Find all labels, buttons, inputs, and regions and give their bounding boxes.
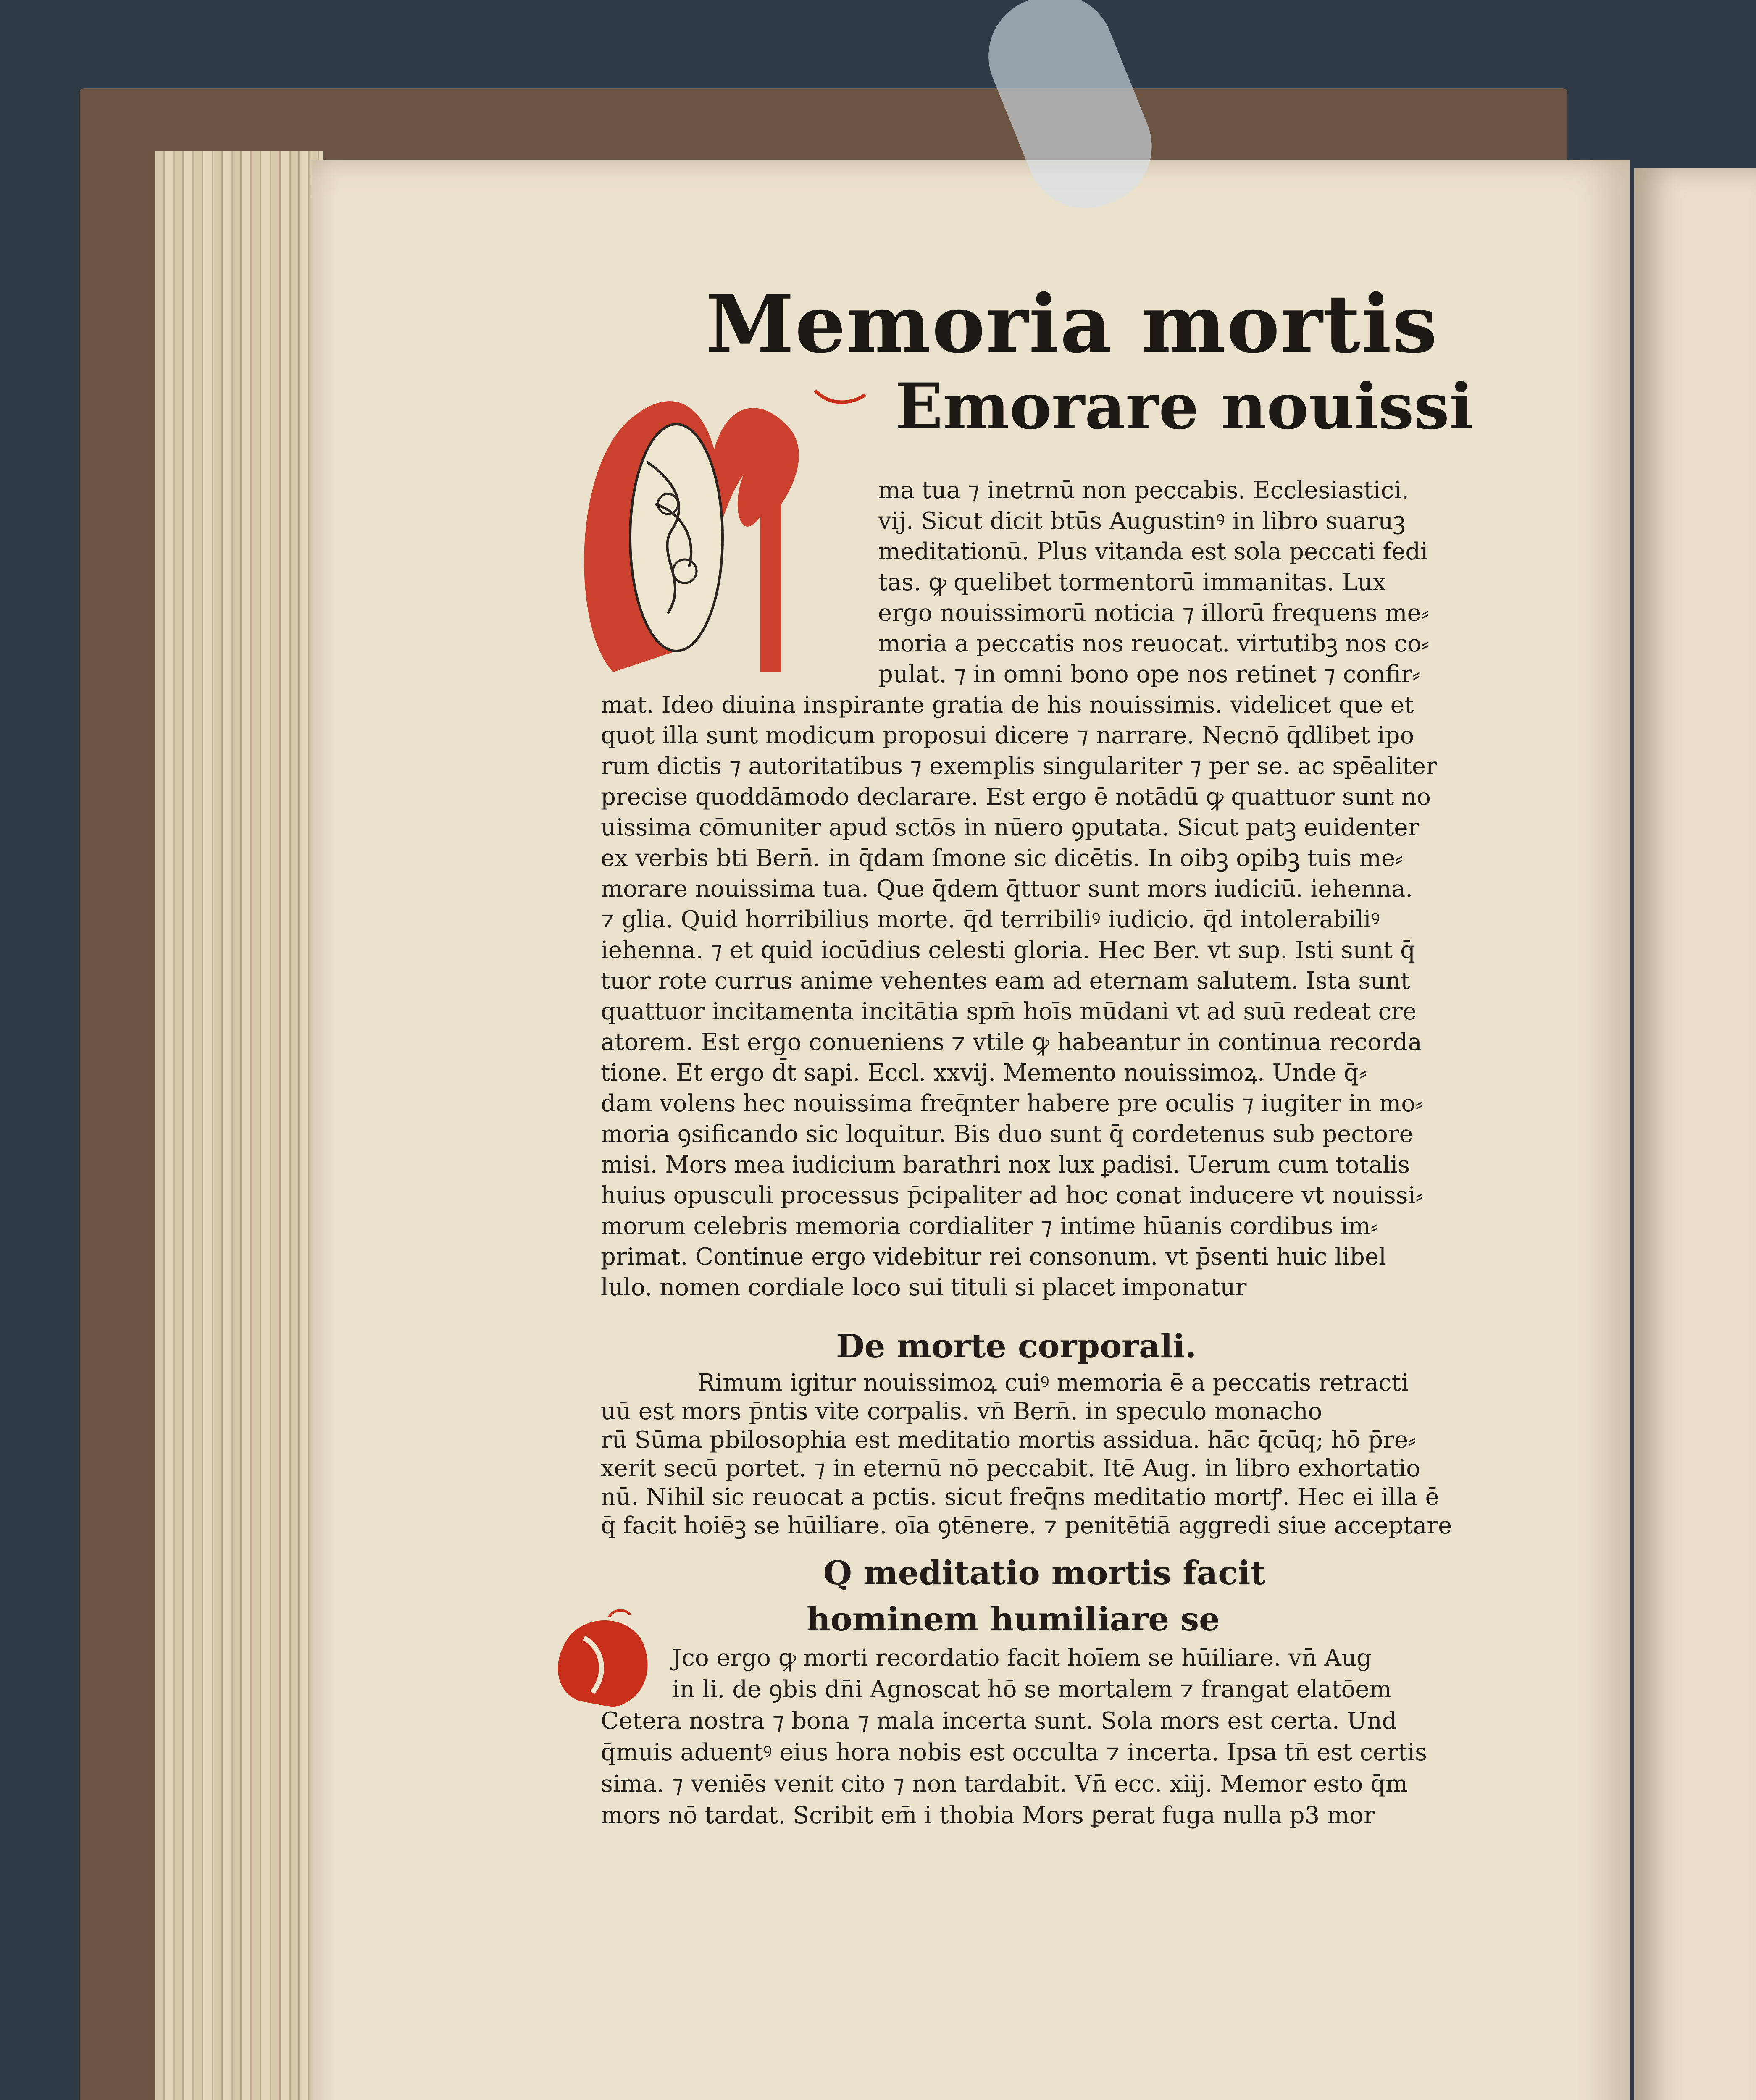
- text-line: q̄muis aduentꝰ eius hora nobis est occulta ⁊ incerta. Ipsa tn̄ est certis: [601, 1739, 1427, 1766]
- text-line: mors nō tardat. Scribit em̄ i thobia Mors ꝑerat fuga nulla p3 mor: [601, 1802, 1375, 1829]
- decorated-initial-d: [546, 1609, 672, 1714]
- text-line: Rimum igitur nouissimoꝝ cuiꝰ memoria ē a peccatis retracti: [697, 1369, 1409, 1396]
- text-line: tione. Et ergo d̄t sapi. Eccl. xxvij. Memento nouissimoꝝ. Unde q̄⸗: [601, 1059, 1367, 1087]
- text-line: iehenna. ⁊ et quid iocūdius celesti gloria. Hec Ber. vt sup. Isti sunt q̄: [601, 937, 1415, 964]
- text-line: rū Sūma pbilosophia est meditatio mortis assidua. hāc q̄cūq; hō p̄re⸗: [601, 1426, 1416, 1454]
- text-line: uissima cōmuniter apud sctōs in nūero ꝯputata. Sicut patꝫ euidenter: [601, 814, 1420, 841]
- incipit-line: Emorare nouissi: [895, 370, 1474, 444]
- text-line: mat. Ideo diuina inspirante gratia de his nouissimis. videlicet que et: [601, 691, 1414, 719]
- section-heading-humiliare: hominem humiliare se: [807, 1600, 1220, 1638]
- text-line: Jco ergo ꝙ morti recordatio facit hoīem se hūiliare. vn̄ Aug: [672, 1644, 1372, 1672]
- text-line: pulat. ⁊ in omni bono ope nos retinet ⁊ confir⸗: [878, 661, 1420, 688]
- text-line: morare nouissima tua. Que q̄dem q̄ttuor sunt mors iudiciū. iehenna.: [601, 875, 1413, 903]
- text-line: Cetera nostra ⁊ bona ⁊ mala incerta sunt. Sola mors est certa. Und: [601, 1707, 1397, 1735]
- text-line: moria a peccatis nos reuocat. virtutibꝫ nos co⸗: [878, 630, 1430, 657]
- text-line: q̄ facit hoiēꝫ se hūiliare. oīa ꝯtēnere. ⁊ penitētiā aggredi siue acceptare: [601, 1512, 1452, 1539]
- text-line: misi. Mors mea iudicium barathri nox lux ꝑadisi. Uerum cum totalis: [601, 1151, 1410, 1179]
- text-line: meditationū. Plus vitanda est sola peccati fedi: [878, 538, 1428, 565]
- section-heading-meditatio: Q meditatio mortis facit: [823, 1554, 1266, 1592]
- text-line: quot illa sunt modicum proposui dicere ⁊ narrare. Necnō q̄dlibet ipo: [601, 722, 1414, 749]
- text-line: tas. ꝙ quelibet tormentorū immanitas. Lux: [878, 569, 1386, 596]
- text-line: moria ꝯsificando sic loquitur. Bis duo sunt q̄ cordetenus sub pectore: [601, 1121, 1413, 1148]
- page-heading: Memoria mortis: [706, 277, 1438, 371]
- text-line: rum dictis ⁊ autoritatibus ⁊ exemplis singulariter ⁊ per se. ac spēaliter: [601, 753, 1437, 780]
- text-line: ergo nouissimorū noticia ⁊ illorū frequens me⸗: [878, 599, 1429, 627]
- text-line: morum celebris memoria cordialiter ⁊ intime hūanis cordibus im⸗: [601, 1213, 1378, 1240]
- text-line: huius opusculi processus p̄cipaliter ad hoc conat inducere vt nouissi⸗: [601, 1182, 1424, 1209]
- text-line: primat. Continue ergo videbitur rei consonum. vt p̄senti huic libel: [601, 1243, 1386, 1270]
- text-line: dam volens hec nouissima freq̄nter habere pre oculis ⁊ iugiter in mo⸗: [601, 1090, 1423, 1117]
- text-line: lulo. nomen cordiale loco sui tituli si placet imponatur: [601, 1274, 1247, 1301]
- text-line: ⁊ glia. Quid horribilius morte. q̄d terribiliꝰ iudicio. q̄d intolerabiliꝰ: [601, 906, 1380, 933]
- page-edges: [155, 151, 323, 2100]
- text-line: in li. de ꝯbis dn̄i Agnoscat hō se mortalem ⁊ frangat elatōem: [672, 1676, 1392, 1703]
- text-line: precise quoddāmodo declarare. Est ergo ē notādū ꝙ quattuor sunt no: [601, 783, 1431, 811]
- right-page-edge: [1634, 168, 1756, 2100]
- text-line: nū. Nihil sic reuocat a pctis. sicut freq̄ns meditatio mortꝭ. Hec ei illa ē: [601, 1483, 1439, 1511]
- text-line: quattuor incitamenta incitātia spm̄ hoīs mūdani vt ad suū redeat cre: [601, 998, 1417, 1025]
- text-line: atorem. Est ergo conueniens ⁊ vtile ꝙ habeantur in continua recorda: [601, 1029, 1422, 1056]
- decorated-initial-m: [563, 378, 882, 689]
- text-line: tuor rote currus anime vehentes eam ad eternam salutem. Ista sunt: [601, 967, 1410, 995]
- text-line: xerit secū portet. ⁊ in eternū nō peccabit. Itē Aug. in libro exhortatio: [601, 1455, 1420, 1482]
- text-line: vij. Sicut dicit btūs Augustinꝰ in libro suaruꝫ: [878, 507, 1406, 535]
- text-line: ma tua ⁊ inetrnū non peccabis. Ecclesiastici.: [878, 477, 1409, 504]
- text-line: ex verbis bti Bern̄. in q̄dam ſmone sic dicētis. In oibꝫ opibꝫ tuis me⸗: [601, 845, 1403, 872]
- text-line: sima. ⁊ veniēs venit cito ⁊ non tardabit. Vn̄ ecc. xiij. Memor esto q̄m: [601, 1770, 1408, 1798]
- text-line: uū est mors p̄ntis vite corpalis. vn̄ Bern̄. in speculo monacho: [601, 1398, 1322, 1425]
- section-heading-de-morte: De morte corporali.: [836, 1327, 1197, 1365]
